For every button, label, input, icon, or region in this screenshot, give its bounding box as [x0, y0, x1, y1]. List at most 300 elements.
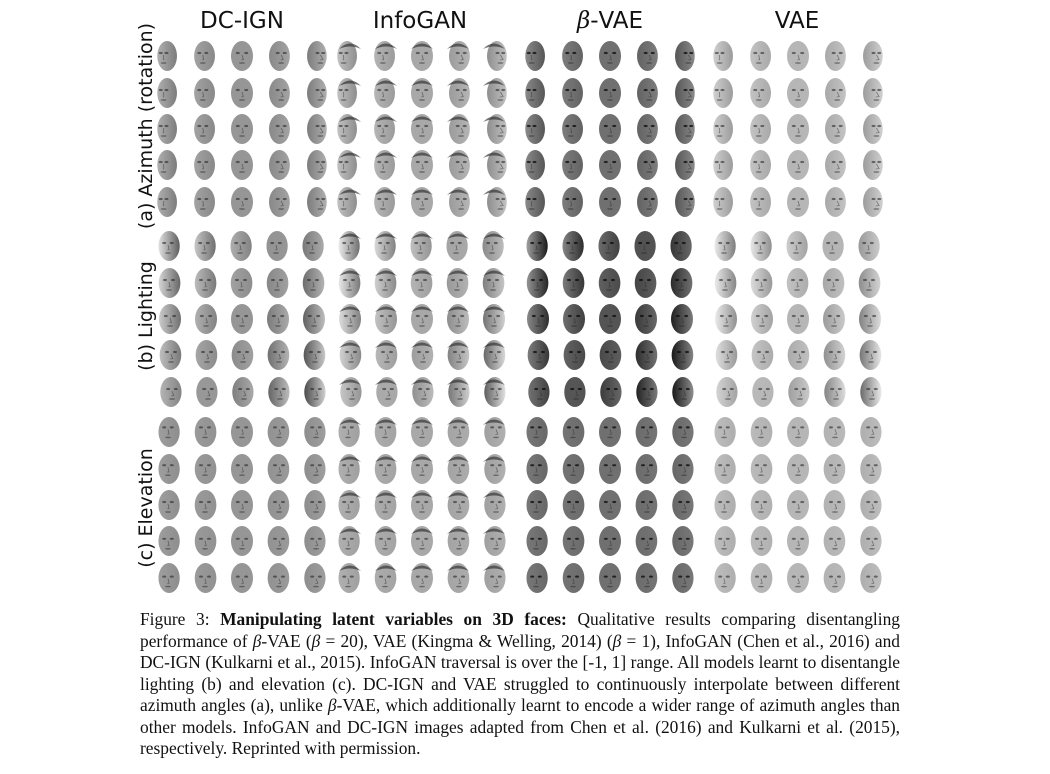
face-cell: [152, 414, 188, 450]
face-thumbnail: [710, 338, 742, 372]
face-thumbnail: [594, 338, 626, 372]
face-cell: [664, 184, 700, 220]
face-thumbnail: [522, 76, 554, 110]
face-cell: [628, 184, 664, 220]
face-thumbnail: [594, 488, 626, 522]
face-thumbnail: [594, 415, 626, 449]
face-thumbnail: [818, 488, 850, 522]
face-thumbnail: [298, 148, 330, 182]
face-thumbnail: [746, 39, 778, 73]
face-thumbnail: [442, 39, 474, 73]
face-cell: [332, 301, 368, 337]
face-cell: [780, 74, 816, 110]
face-cell: [368, 523, 404, 559]
face-thumbnail: [522, 375, 554, 409]
face-thumbnail: [782, 338, 814, 372]
face-cell: [744, 301, 780, 337]
face-cell: [296, 337, 332, 373]
face-cell: [520, 74, 556, 110]
face-cell: [368, 450, 404, 486]
face-thumbnail: [818, 452, 850, 486]
face-cell: [152, 74, 188, 110]
face-cell: [852, 264, 888, 300]
face-cell: [780, 560, 816, 596]
face-cell: [296, 74, 332, 110]
face-thumbnail: [710, 561, 742, 595]
face-thumbnail: [442, 185, 474, 219]
face-cell: [744, 38, 780, 74]
face-cell: [780, 450, 816, 486]
face-thumbnail: [442, 561, 474, 595]
face-cell: [332, 414, 368, 450]
face-cell: [628, 560, 664, 596]
face-thumbnail: [226, 148, 258, 182]
face-thumbnail: [746, 561, 778, 595]
face-thumbnail: [478, 185, 510, 219]
face-cell: [628, 264, 664, 300]
face-cell: [664, 523, 700, 559]
face-thumbnail: [154, 338, 186, 372]
face-thumbnail: [818, 375, 850, 409]
face-cell: [188, 374, 224, 410]
face-thumbnail: [746, 375, 778, 409]
face-cell: [224, 38, 260, 74]
face-cell: [664, 374, 700, 410]
face-thumbnail: [710, 266, 742, 300]
face-cell: [708, 228, 744, 264]
face-cell: [260, 111, 296, 147]
face-thumbnail: [190, 338, 222, 372]
face-thumbnail: [154, 452, 186, 486]
face-thumbnail: [262, 39, 294, 73]
face-thumbnail: [298, 185, 330, 219]
face-cell: [592, 147, 628, 183]
face-thumbnail: [262, 338, 294, 372]
face-thumbnail: [818, 524, 850, 558]
face-thumbnail: [746, 112, 778, 146]
face-thumbnail: [226, 561, 258, 595]
face-thumbnail: [154, 375, 186, 409]
face-thumbnail: [370, 229, 402, 263]
face-grid-dcign-elevation: [152, 414, 332, 596]
face-cell: [708, 264, 744, 300]
face-thumbnail: [370, 112, 402, 146]
face-thumbnail: [190, 488, 222, 522]
face-grid-infogan-azimuth: [332, 38, 512, 220]
face-thumbnail: [370, 148, 402, 182]
face-cell: [476, 450, 512, 486]
column-header-beta-vae: β-VAE: [576, 8, 644, 34]
face-cell: [664, 560, 700, 596]
face-cell: [152, 450, 188, 486]
face-thumbnail: [262, 185, 294, 219]
face-cell: [296, 111, 332, 147]
face-cell: [332, 147, 368, 183]
face-cell: [440, 450, 476, 486]
face-thumbnail: [854, 415, 886, 449]
face-thumbnail: [558, 302, 590, 336]
face-thumbnail: [442, 76, 474, 110]
face-cell: [440, 301, 476, 337]
face-thumbnail: [442, 452, 474, 486]
face-thumbnail: [154, 266, 186, 300]
face-cell: [260, 450, 296, 486]
face-thumbnail: [558, 561, 590, 595]
face-cell: [592, 264, 628, 300]
face-cell: [332, 450, 368, 486]
face-thumbnail: [478, 452, 510, 486]
face-cell: [368, 184, 404, 220]
face-grid-dcign-azimuth: [152, 38, 332, 220]
face-cell: [404, 147, 440, 183]
face-thumbnail: [782, 112, 814, 146]
face-thumbnail: [334, 338, 366, 372]
face-thumbnail: [298, 488, 330, 522]
face-cell: [816, 301, 852, 337]
face-cell: [332, 184, 368, 220]
face-thumbnail: [370, 302, 402, 336]
face-cell: [404, 111, 440, 147]
face-thumbnail: [154, 524, 186, 558]
face-thumbnail: [298, 452, 330, 486]
face-thumbnail: [594, 266, 626, 300]
face-cell: [476, 74, 512, 110]
face-cell: [556, 301, 592, 337]
face-cell: [368, 264, 404, 300]
face-thumbnail: [630, 76, 662, 110]
face-cell: [708, 301, 744, 337]
face-cell: [816, 184, 852, 220]
face-thumbnail: [190, 39, 222, 73]
face-cell: [592, 374, 628, 410]
face-cell: [556, 337, 592, 373]
face-thumbnail: [782, 415, 814, 449]
face-cell: [476, 38, 512, 74]
face-thumbnail: [262, 148, 294, 182]
face-thumbnail: [334, 375, 366, 409]
face-thumbnail: [558, 488, 590, 522]
face-thumbnail: [298, 338, 330, 372]
face-cell: [592, 450, 628, 486]
face-cell: [628, 374, 664, 410]
face-cell: [520, 560, 556, 596]
face-thumbnail: [406, 375, 438, 409]
face-thumbnail: [190, 229, 222, 263]
column-header-vae: VAE: [774, 8, 820, 34]
face-cell: [816, 228, 852, 264]
face-cell: [152, 301, 188, 337]
face-thumbnail: [522, 266, 554, 300]
face-cell: [368, 147, 404, 183]
face-cell: [780, 147, 816, 183]
face-cell: [188, 523, 224, 559]
face-cell: [556, 228, 592, 264]
face-cell: [296, 487, 332, 523]
face-thumbnail: [334, 148, 366, 182]
face-cell: [368, 374, 404, 410]
face-thumbnail: [666, 415, 698, 449]
face-thumbnail: [594, 375, 626, 409]
face-cell: [440, 147, 476, 183]
face-thumbnail: [558, 76, 590, 110]
face-cell: [852, 374, 888, 410]
face-thumbnail: [442, 338, 474, 372]
face-thumbnail: [442, 229, 474, 263]
face-cell: [440, 374, 476, 410]
face-cell: [476, 301, 512, 337]
face-cell: [188, 184, 224, 220]
face-thumbnail: [298, 229, 330, 263]
face-cell: [260, 184, 296, 220]
face-thumbnail: [226, 76, 258, 110]
face-thumbnail: [522, 229, 554, 263]
face-thumbnail: [262, 415, 294, 449]
face-thumbnail: [478, 302, 510, 336]
face-cell: [780, 111, 816, 147]
face-cell: [440, 264, 476, 300]
face-cell: [744, 111, 780, 147]
face-thumbnail: [226, 39, 258, 73]
face-cell: [260, 147, 296, 183]
face-thumbnail: [154, 415, 186, 449]
face-cell: [628, 414, 664, 450]
face-thumbnail: [630, 302, 662, 336]
face-thumbnail: [406, 112, 438, 146]
face-cell: [152, 228, 188, 264]
face-thumbnail: [442, 415, 474, 449]
face-cell: [260, 414, 296, 450]
face-thumbnail: [854, 452, 886, 486]
face-thumbnail: [630, 112, 662, 146]
face-cell: [816, 414, 852, 450]
face-cell: [440, 523, 476, 559]
face-cell: [664, 487, 700, 523]
face-thumbnail: [370, 452, 402, 486]
face-cell: [556, 560, 592, 596]
face-thumbnail: [558, 112, 590, 146]
face-cell: [744, 228, 780, 264]
face-thumbnail: [782, 302, 814, 336]
face-cell: [440, 228, 476, 264]
face-thumbnail: [406, 338, 438, 372]
face-cell: [332, 264, 368, 300]
face-cell: [592, 337, 628, 373]
face-cell: [224, 414, 260, 450]
face-thumbnail: [630, 452, 662, 486]
face-thumbnail: [154, 76, 186, 110]
face-cell: [296, 38, 332, 74]
face-thumbnail: [522, 338, 554, 372]
face-thumbnail: [782, 39, 814, 73]
face-thumbnail: [190, 76, 222, 110]
face-thumbnail: [478, 415, 510, 449]
face-thumbnail: [478, 39, 510, 73]
face-cell: [404, 414, 440, 450]
face-thumbnail: [406, 561, 438, 595]
face-cell: [816, 487, 852, 523]
face-cell: [852, 184, 888, 220]
face-cell: [628, 301, 664, 337]
face-cell: [520, 414, 556, 450]
face-thumbnail: [854, 112, 886, 146]
face-thumbnail: [262, 112, 294, 146]
face-thumbnail: [334, 452, 366, 486]
face-thumbnail: [370, 39, 402, 73]
face-cell: [744, 184, 780, 220]
face-cell: [188, 560, 224, 596]
face-cell: [152, 147, 188, 183]
face-cell: [556, 184, 592, 220]
face-thumbnail: [710, 112, 742, 146]
face-cell: [296, 374, 332, 410]
face-thumbnail: [594, 76, 626, 110]
face-cell: [852, 301, 888, 337]
face-cell: [260, 264, 296, 300]
face-cell: [520, 523, 556, 559]
face-cell: [664, 414, 700, 450]
face-thumbnail: [298, 112, 330, 146]
face-cell: [780, 264, 816, 300]
face-cell: [556, 523, 592, 559]
face-cell: [224, 560, 260, 596]
face-cell: [404, 523, 440, 559]
face-cell: [260, 74, 296, 110]
face-cell: [188, 74, 224, 110]
face-thumbnail: [854, 561, 886, 595]
face-thumbnail: [442, 488, 474, 522]
face-thumbnail: [298, 76, 330, 110]
face-thumbnail: [710, 488, 742, 522]
face-thumbnail: [190, 185, 222, 219]
face-cell: [296, 228, 332, 264]
face-thumbnail: [154, 561, 186, 595]
face-grid-betavae-elevation: [520, 414, 700, 596]
face-thumbnail: [226, 452, 258, 486]
face-thumbnail: [746, 76, 778, 110]
face-cell: [664, 450, 700, 486]
face-thumbnail: [478, 375, 510, 409]
face-cell: [816, 38, 852, 74]
face-thumbnail: [630, 185, 662, 219]
face-cell: [260, 487, 296, 523]
face-cell: [556, 414, 592, 450]
face-thumbnail: [558, 415, 590, 449]
face-thumbnail: [262, 229, 294, 263]
face-cell: [404, 228, 440, 264]
face-cell: [224, 264, 260, 300]
face-cell: [592, 414, 628, 450]
face-cell: [852, 147, 888, 183]
face-thumbnail: [666, 524, 698, 558]
face-cell: [404, 264, 440, 300]
face-thumbnail: [226, 112, 258, 146]
face-cell: [188, 337, 224, 373]
face-cell: [744, 414, 780, 450]
face-cell: [628, 74, 664, 110]
face-thumbnail: [854, 185, 886, 219]
face-cell: [780, 414, 816, 450]
face-thumbnail: [522, 39, 554, 73]
face-thumbnail: [154, 39, 186, 73]
face-thumbnail: [710, 452, 742, 486]
face-cell: [520, 111, 556, 147]
face-cell: [708, 487, 744, 523]
face-thumbnail: [226, 338, 258, 372]
face-cell: [852, 523, 888, 559]
face-cell: [368, 414, 404, 450]
face-grid-infogan-elevation: [332, 414, 512, 596]
face-thumbnail: [630, 488, 662, 522]
face-thumbnail: [666, 76, 698, 110]
face-cell: [188, 264, 224, 300]
face-cell: [628, 111, 664, 147]
face-thumbnail: [154, 488, 186, 522]
face-thumbnail: [558, 338, 590, 372]
face-thumbnail: [782, 452, 814, 486]
face-cell: [440, 38, 476, 74]
face-thumbnail: [154, 112, 186, 146]
face-thumbnail: [818, 185, 850, 219]
face-cell: [332, 337, 368, 373]
face-thumbnail: [818, 112, 850, 146]
face-thumbnail: [334, 524, 366, 558]
face-thumbnail: [818, 302, 850, 336]
face-thumbnail: [154, 148, 186, 182]
face-cell: [816, 74, 852, 110]
face-cell: [628, 147, 664, 183]
face-cell: [224, 337, 260, 373]
face-cell: [852, 450, 888, 486]
face-thumbnail: [594, 524, 626, 558]
face-thumbnail: [594, 302, 626, 336]
face-thumbnail: [522, 302, 554, 336]
face-thumbnail: [190, 375, 222, 409]
face-cell: [708, 74, 744, 110]
face-cell: [368, 560, 404, 596]
face-cell: [520, 147, 556, 183]
face-cell: [404, 374, 440, 410]
face-cell: [744, 560, 780, 596]
face-cell: [332, 374, 368, 410]
face-cell: [852, 337, 888, 373]
face-thumbnail: [710, 524, 742, 558]
face-thumbnail: [334, 561, 366, 595]
face-thumbnail: [594, 561, 626, 595]
face-cell: [332, 228, 368, 264]
face-thumbnail: [666, 561, 698, 595]
face-thumbnail: [558, 39, 590, 73]
face-cell: [332, 560, 368, 596]
face-thumbnail: [334, 415, 366, 449]
face-thumbnail: [406, 185, 438, 219]
face-thumbnail: [226, 185, 258, 219]
face-thumbnail: [226, 229, 258, 263]
face-cell: [664, 301, 700, 337]
face-cell: [224, 487, 260, 523]
face-grid-vae-azimuth: [708, 38, 888, 220]
face-cell: [332, 523, 368, 559]
face-cell: [440, 560, 476, 596]
face-cell: [628, 450, 664, 486]
face-thumbnail: [666, 148, 698, 182]
face-cell: [404, 560, 440, 596]
face-grid-betavae-azimuth: [520, 38, 700, 220]
face-cell: [664, 111, 700, 147]
face-thumbnail: [710, 76, 742, 110]
face-thumbnail: [710, 229, 742, 263]
face-thumbnail: [710, 39, 742, 73]
face-thumbnail: [298, 524, 330, 558]
